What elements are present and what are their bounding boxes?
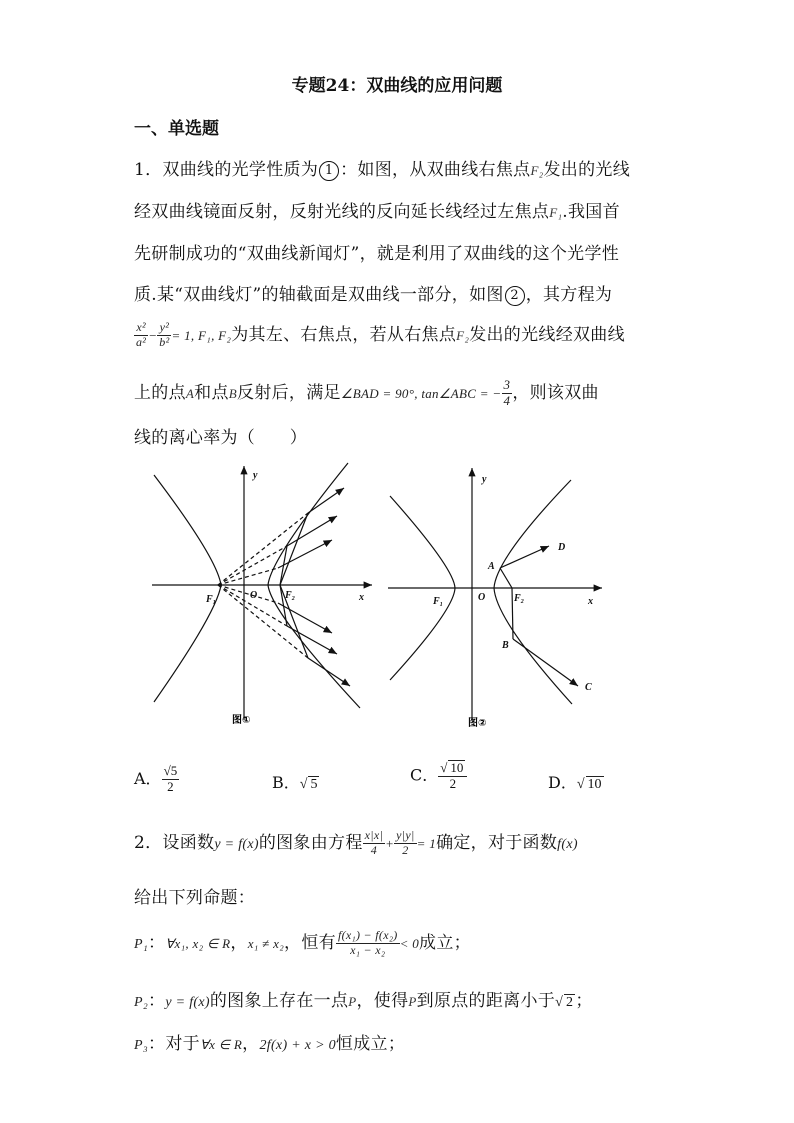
circled-two-icon: 2 <box>505 286 525 306</box>
q1-text: 为其左、右焦点，若从右焦点 <box>231 325 457 345</box>
q1-text: ：如图，从双曲线右焦点 <box>340 160 531 180</box>
condition-math: ∠BAD = 90°, tan∠ABC = − <box>340 386 502 401</box>
q1-text: .我国首 <box>562 202 620 222</box>
q1-text: 反射后，满足 <box>237 383 341 403</box>
point-a-label: A <box>488 561 495 572</box>
function-math: y = f(x) <box>214 837 259 852</box>
option-letter: C． <box>410 765 439 785</box>
figure-two <box>388 468 602 720</box>
q1-number: 1． <box>134 160 163 180</box>
function-math: f(x) <box>557 837 578 852</box>
figure-two-caption: 图② <box>468 718 487 729</box>
origin-label: O <box>478 592 486 603</box>
equation-rest: = 1, F₁, F₂ <box>171 328 232 343</box>
q2-text: 到原点的距离小于 <box>416 991 556 1011</box>
q1-text: 经双曲线镜面反射，反射光线的反向延长线经过左焦点 <box>134 202 550 222</box>
option-letter: A． <box>134 768 162 788</box>
x-axis-label: x <box>588 596 593 607</box>
q2-text: ，使得 <box>356 991 409 1011</box>
q2-proposition-2: P₂：y = f(x)的图象上存在一点P，使得P到原点的距离小于√ 2 ； <box>134 991 593 1011</box>
point-b-label: B <box>502 640 509 651</box>
proposition-math: ∀x ∈ R <box>199 1037 243 1052</box>
fraction-y-abs: $\frac{y|y|}{2}$ <box>396 828 415 857</box>
proposition-label: P₁ <box>134 937 149 952</box>
point-label: B <box>228 386 238 401</box>
q2-text: ：对于 <box>148 1034 200 1054</box>
focus-label: F₁ <box>549 205 563 220</box>
q2-text: 设函数 <box>162 833 215 853</box>
q2-proposition-3: P₃：对于∀x ∈ R，2f(x) + x > 0恒成立； <box>134 1034 406 1054</box>
proposition-label: P₃ <box>134 1038 149 1053</box>
x-axis-label: x <box>359 592 364 603</box>
hyperbola-figures <box>140 458 620 738</box>
q2-text: 的图象上存在一点 <box>209 991 349 1011</box>
option-d-value: 10 <box>587 777 602 792</box>
q1-line2 <box>134 197 620 222</box>
option-b[interactable]: B．√ 5 <box>272 773 318 792</box>
sqrt-two: 2 <box>566 995 574 1010</box>
proposition-math: x₁ ≠ x₂ <box>247 936 285 951</box>
q1-text: 发出的光线 <box>543 160 630 180</box>
equals-one: = 1 <box>416 836 437 851</box>
f1-label: F₁ <box>433 596 444 607</box>
q1-text: 双曲线的光学性质为 <box>162 160 319 180</box>
q1-text: ，则该双曲 <box>512 383 599 403</box>
fraction-three-fourths: $\frac{3}{4}$ <box>503 377 511 408</box>
focus-label: F₂ <box>530 163 544 178</box>
q2-text: 成立； <box>419 933 471 953</box>
page-title: 专题24：双曲线的应用问题 <box>291 76 503 96</box>
q2-number: 2． <box>134 833 163 853</box>
inequality: < 0 <box>399 936 420 951</box>
figure-one-caption: 图① <box>232 715 251 726</box>
section-heading: 一、单选题 <box>134 119 219 139</box>
origin-label: O <box>250 590 258 601</box>
option-c-fraction: $\frac{√ 10}{2}$ <box>438 760 467 792</box>
point-label: P <box>348 994 357 1009</box>
fraction-x-abs: $\frac{x|x|}{4}$ <box>364 828 384 857</box>
proposition-math: 2f(x) + x > 0 <box>259 1038 336 1053</box>
q1-text: ，其方程为 <box>525 285 613 305</box>
y-axis-label: y <box>482 474 487 485</box>
q1-text: 质.某“双曲线灯”的轴截面是双曲线一部分，如图 <box>134 285 504 305</box>
q1-line1 <box>134 155 630 181</box>
f1-label: F₁ <box>206 594 217 605</box>
fraction-x: $\frac{\text{x²}}{\text{a²}}$ <box>136 320 147 349</box>
q1-line3: 先研制成功的“双曲线新闻灯”，就是利用了双曲线的这个光学性 <box>134 244 620 264</box>
option-a-fraction: $\frac{√5}{2}$ <box>163 763 178 794</box>
plus-sign: + <box>385 836 395 851</box>
function-math: y = f(x) <box>165 995 210 1010</box>
q2-text: 恒成立； <box>335 1034 406 1054</box>
q2-text: 确定，对于函数 <box>436 833 558 853</box>
point-d-label: D <box>558 542 566 553</box>
q2-text: 的图象由方程 <box>258 833 363 853</box>
proposition-label: P₂ <box>134 995 149 1010</box>
point-label: A <box>185 386 195 401</box>
option-letter: D． <box>548 773 577 792</box>
q1-text: 发出的光线经双曲线 <box>469 325 625 345</box>
point-c-label: C <box>585 682 592 693</box>
q1-text: 和点 <box>194 383 229 403</box>
fraction-y: $\frac{\text{y²}}{\text{b²}}$ <box>159 320 170 349</box>
focus-label: F₂ <box>456 328 470 343</box>
f2-label: F₂ <box>285 590 296 601</box>
fraction-difference: $\frac{\text{f(x₁) − f(x₂)}}{\text{x₁ − x₂}}$ <box>337 928 398 957</box>
f2-label: F₂ <box>514 593 525 604</box>
point-label: P <box>408 994 417 1009</box>
q2-line1 <box>134 828 578 858</box>
option-a[interactable] <box>134 764 179 795</box>
proposition-math: ∀x₁, x₂ ∈ R <box>165 936 231 951</box>
option-b-value: 5 <box>310 777 318 792</box>
q1-line4 <box>134 280 612 306</box>
q1-line5: $\frac{\text{x²}}{\text{a²}}$ − $\frac{\text{y²}}{\text{b²}}$ = 1, F₁, F₂为其左、右焦点，若从右焦点F₂发出的光线经双曲线 <box>136 320 625 349</box>
figure-one <box>152 463 372 720</box>
q1-line6 <box>134 378 599 409</box>
q1-text: 上的点 <box>134 383 186 403</box>
option-d[interactable]: D．√ 10 <box>548 773 602 792</box>
q1-line7: 线的离心率为（ ） <box>134 428 307 448</box>
circled-one-icon: 1 <box>319 161 339 181</box>
q2-line2: 给出下列命题： <box>134 888 256 908</box>
y-axis-label: y <box>253 470 258 481</box>
option-letter: B． <box>272 773 300 792</box>
q2-text: ，恒有 <box>284 933 336 953</box>
q2-proposition-1: P₁：∀x₁, x₂ ∈ R，x₁ ≠ x₂，恒有 $\frac{\text{f(x₁) − f(x₂)}}{\text{x₁ − x₂}}$ < 0成立； <box>134 928 471 957</box>
option-c[interactable] <box>410 760 467 792</box>
